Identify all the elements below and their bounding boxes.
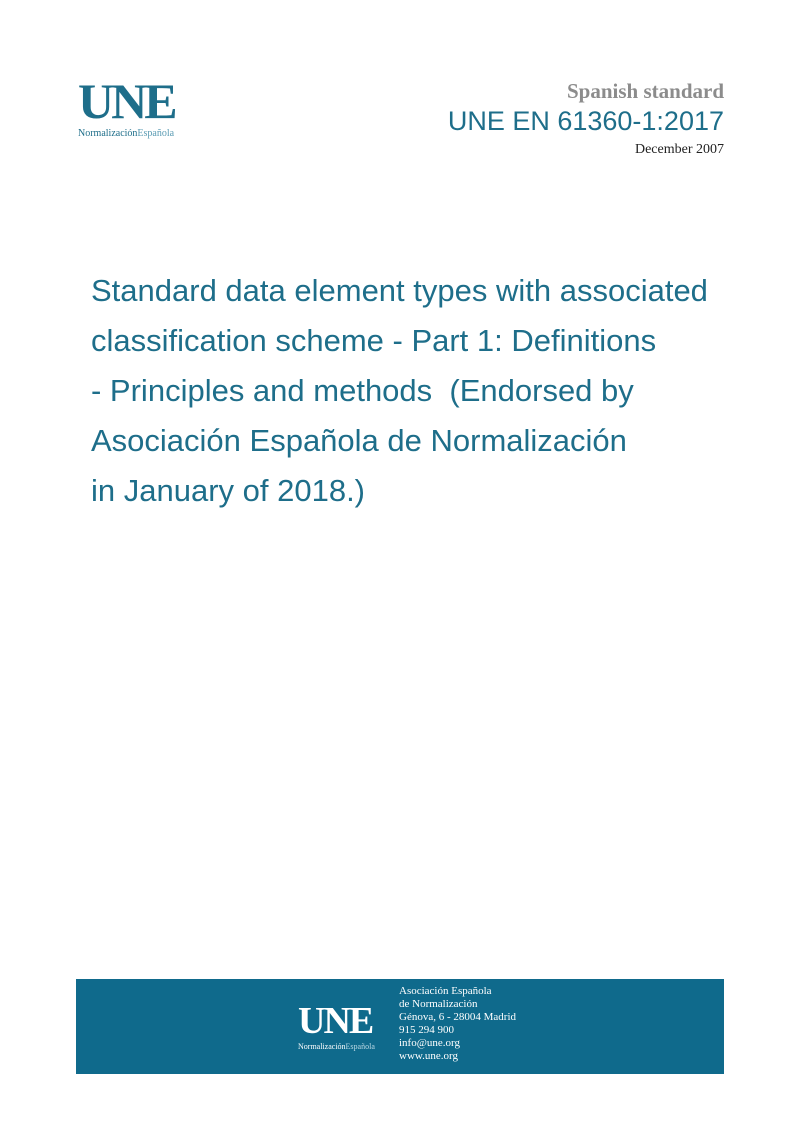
logo-subtitle	[78, 128, 198, 139]
title-line: classification scheme - Part 1: Definitions	[91, 323, 657, 358]
contact-phone: 915 294 900	[399, 1024, 454, 1036]
footer-logo-sub-light: Española	[345, 1042, 375, 1051]
une-logo	[78, 73, 198, 139]
footer-une-logo	[298, 1002, 388, 1051]
contact-website[interactable]: www.une.org	[399, 1050, 458, 1062]
footer-logo-mark: UNE	[298, 1000, 373, 1042]
footer-band	[76, 979, 724, 1074]
contact-email[interactable]: info@une.org	[399, 1037, 460, 1049]
document-title	[91, 266, 751, 516]
footer-logo-subtitle	[298, 1042, 388, 1051]
title-line: Asociación Española de Normalización	[91, 423, 627, 458]
title-line: - Principles and methods (Endorsed by	[91, 373, 634, 408]
logo-mark: UNE	[78, 73, 175, 129]
contact-block	[399, 985, 516, 1063]
title-line: Standard data element types with associated	[91, 273, 708, 308]
contact-org-line-2: de Normalización	[399, 998, 478, 1010]
logo-sub-light: Española	[137, 128, 175, 139]
footer-logo-sub-dark: Normalización	[298, 1042, 346, 1051]
standard-date: December 2007	[634, 142, 724, 157]
logo-sub-dark: Normalización	[78, 128, 138, 139]
contact-org-line-1: Asociación Española	[399, 985, 492, 997]
title-line: in January of 2018.)	[91, 473, 366, 508]
contact-address: Génova, 6 - 28004 Madrid	[399, 1011, 517, 1023]
standard-code: UNE EN 61360-1:2017	[447, 106, 724, 136]
standard-header	[448, 78, 724, 160]
standard-kind: Spanish standard	[567, 79, 724, 103]
